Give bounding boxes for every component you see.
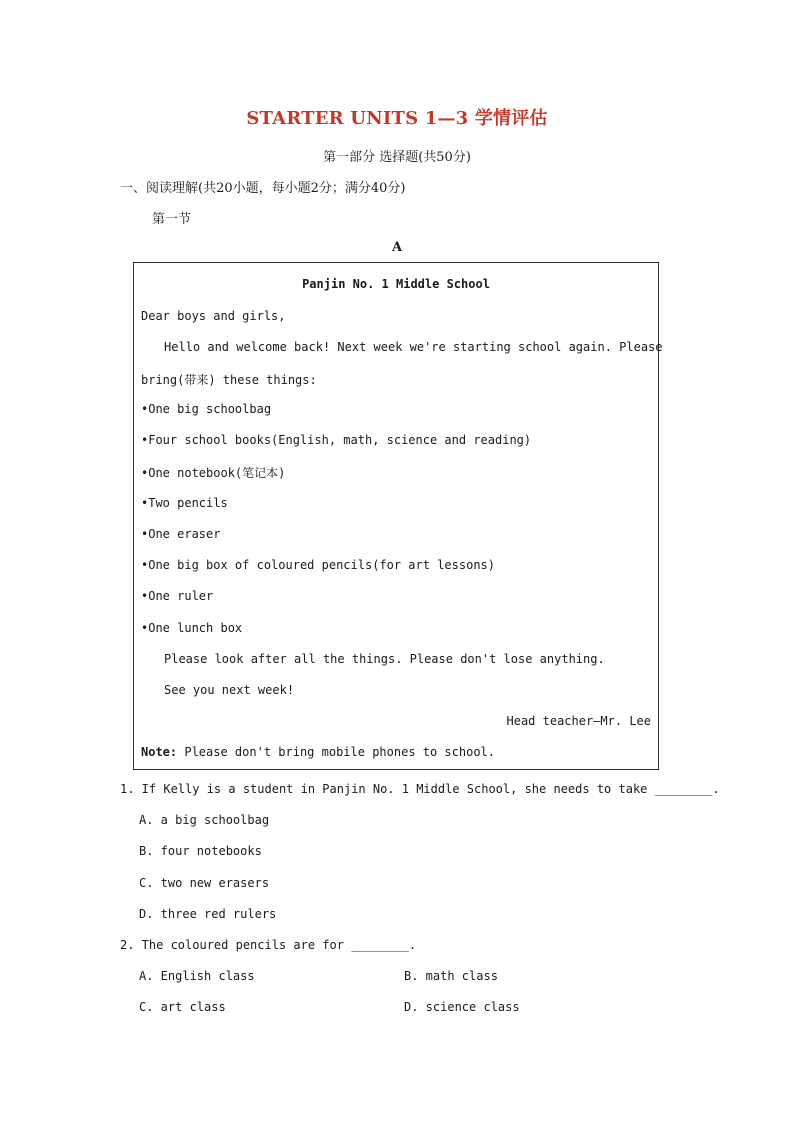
question-2-option-a[interactable]: A. English class (139, 969, 255, 983)
passage-note (141, 745, 495, 759)
note-label: Note: (141, 745, 178, 759)
question-2-option-d[interactable]: D. science class (404, 1000, 520, 1014)
question-2: 2. The coloured pencils are for ________. (120, 938, 417, 952)
list-item: •One ruler (141, 589, 214, 603)
subsection-heading: 第一节 (152, 212, 192, 227)
list-item: •One big box of coloured pencils(for art lessons) (141, 558, 496, 572)
passage-closing-1: Please look after all the things. Please don't lose anything. (164, 652, 605, 666)
question-2-option-c[interactable]: C. art class (139, 1000, 226, 1014)
section-heading: 一、阅读理解(共20小题，每小题2分；满分40分) (120, 181, 406, 196)
note-text: Please don't bring mobile phones to school. (177, 745, 496, 759)
passage-closing-2: See you next week! (164, 683, 295, 697)
list-item: •One notebook(笔记本) (141, 466, 286, 480)
passage-label: A (391, 240, 403, 255)
passage-greeting: Dear boys and girls, (141, 309, 286, 323)
list-item: •Four school books(English, math, science and reading) (141, 433, 532, 447)
question-1: 1. If Kelly is a student in Panjin No. 1 Middle School, she needs to take ________. (120, 782, 720, 796)
question-1-option-a[interactable]: A. a big schoolbag (139, 813, 270, 827)
question-1-option-b[interactable]: B. four notebooks (139, 844, 262, 858)
list-item: •One big schoolbag (141, 402, 272, 416)
passage-signature: Head teacher—Mr. Lee (506, 714, 651, 728)
page-title: STARTER UNITS 1—3 学情评估 (246, 108, 548, 129)
passage-heading: Panjin No. 1 Middle School (302, 277, 490, 291)
question-1-option-d[interactable]: D. three red rulers (139, 907, 277, 921)
question-2-option-b[interactable]: B. math class (404, 969, 498, 983)
passage-box (133, 262, 663, 770)
list-item: •One lunch box (141, 621, 243, 635)
part-heading: 第一部分 选择题(共50分) (323, 150, 471, 165)
passage-intro-line-1: Hello and welcome back! Next week we're starting school again. Please (164, 340, 663, 354)
list-item: •One eraser (141, 527, 221, 541)
list-item: •Two pencils (141, 496, 228, 510)
passage-intro-line-2: bring(带来) these things: (141, 373, 317, 387)
question-1-option-c[interactable]: C. two new erasers (139, 876, 270, 890)
